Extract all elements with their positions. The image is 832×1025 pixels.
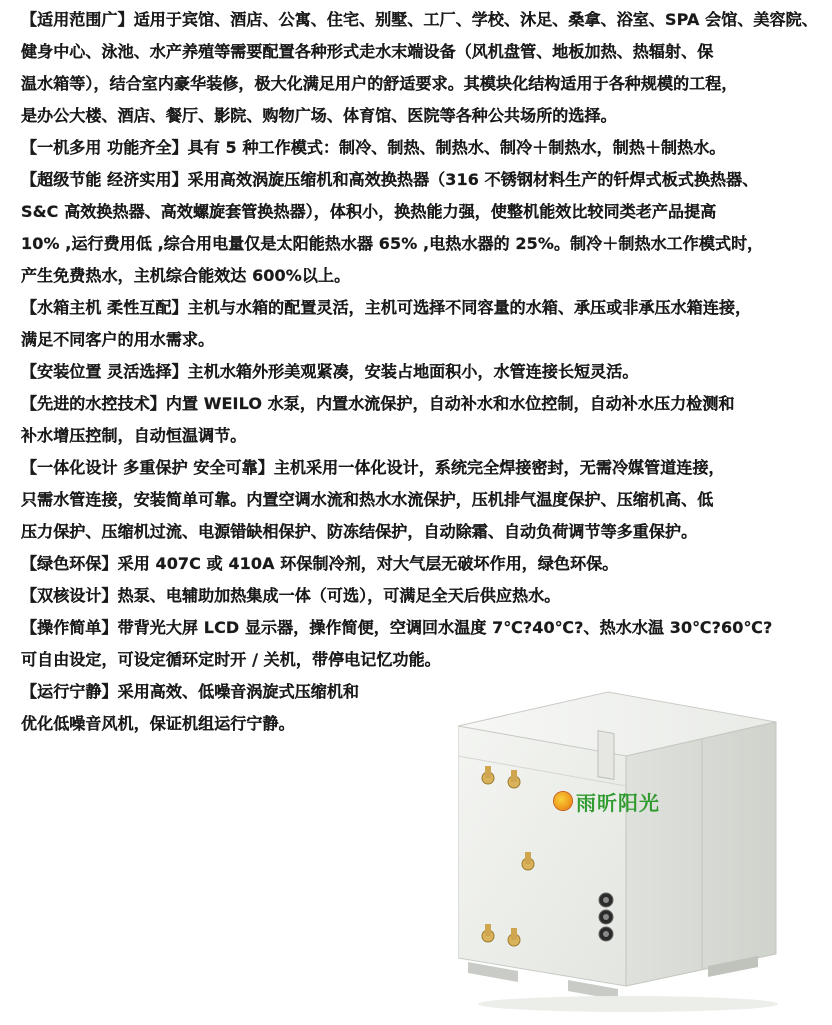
text-line: 【超级节能 经济实用】采用高效涡旋压缩机和高效换热器（316 不锈钢材料生产的钎焊式板式换热器、 — [21, 170, 759, 189]
sun-logo-icon — [554, 792, 572, 810]
text-line: 【水箱主机 柔性互配】主机与水箱的配置灵活，主机可选择不同容量的水箱、承压或非承压水箱连接， — [21, 298, 752, 317]
text-line: 补水增压控制，自动恒温调节。 — [21, 426, 247, 445]
text-line: S&C 高效换热器、高效螺旋套管换热器），体积小，换热能力强，使整机能效比较同类老产品提高 — [21, 202, 717, 221]
text-line: 10% ,运行费用低 ,综合用电量仅是太阳能热水器 65% ,电热水器的 25%。制冷＋制热水工作模式时， — [21, 234, 764, 253]
text-line: 优化低噪音风机，保证机组运行宁静。 — [21, 714, 295, 733]
text-line: 温水箱等），结合室内豪华装修，极大化满足用户的舒适要求。其模块化结构适用于各种规模的工程， — [21, 74, 738, 93]
text-line: 产生免费热水，主机综合能效达 600%以上。 — [21, 266, 351, 285]
spec-document — [21, 4, 818, 740]
text-line: 【适用范围广】适用于宾馆、酒店、公寓、住宅、别墅、工厂、学校、沐足、桑拿、浴室、SPA 会馆、美容院、 — [21, 10, 818, 29]
text-line: 满足不同客户的用水需求。 — [21, 330, 215, 349]
heat-pump-unit-illustration — [458, 686, 788, 1016]
text-line: 【一体化设计 多重保护 安全可靠】主机采用一体化设计，系统完全焊接密封，无需冷媒管道连接， — [21, 458, 725, 477]
unit-side-face — [626, 722, 776, 986]
text-line: 【运行宁静】采用高效、低噪音涡旋式压缩机和 — [21, 682, 360, 701]
text-line: 【双核设计】热泵、电辅助加热集成一体（可选），可满足全天后供应热水。 — [21, 586, 561, 605]
brand-label — [548, 781, 666, 821]
text-line: 是办公大楼、酒店、餐厅、影院、购物广场、体育馆、医院等各种公共场所的选择。 — [21, 106, 617, 125]
text-line: 【先进的水控技术】内置 WEILO 水泵，内置水流保护，自动补水和水位控制，自动补水压力检测和 — [21, 394, 735, 413]
text-line: 只需水管连接，安装简单可靠。内置空调水流和热水水流保护，压机排气温度保护、压缩机高、低 — [21, 490, 714, 509]
text-line: 可自由设定，可设定循环定时开 / 关机，带停电记忆功能。 — [21, 650, 441, 669]
heat-pump-unit-image — [458, 686, 788, 1016]
text-line: 【安装位置 灵活选择】主机水箱外形美观紧凑，安装占地面积小，水管连接长短灵活。 — [21, 362, 639, 381]
text-line: 【绿色环保】采用 407C 或 410A 环保制冷剂，对大气层无破坏作用，绿色环保。 — [21, 554, 619, 573]
text-line: 健身中心、泳池、水产养殖等需要配置各种形式走水末端设备（风机盘管、地板加热、热辐射、保 — [21, 42, 714, 61]
text-line: 【一机多用 功能齐全】具有 5 种工作模式：制冷、制热、制热水、制冷＋制热水，制热＋制热水。 — [21, 138, 726, 157]
brand-text: 雨昕阳光 — [576, 790, 660, 815]
text-line: 压力保护、压缩机过流、电源错缺相保护、防冻结保护，自动除霜、自动负荷调节等多重保护。 — [21, 522, 698, 541]
text-line: 【操作简单】带背光大屏 LCD 显示器，操作简便，空调回水温度 7℃?40℃?、热水水温 30℃?60℃? — [21, 618, 773, 637]
